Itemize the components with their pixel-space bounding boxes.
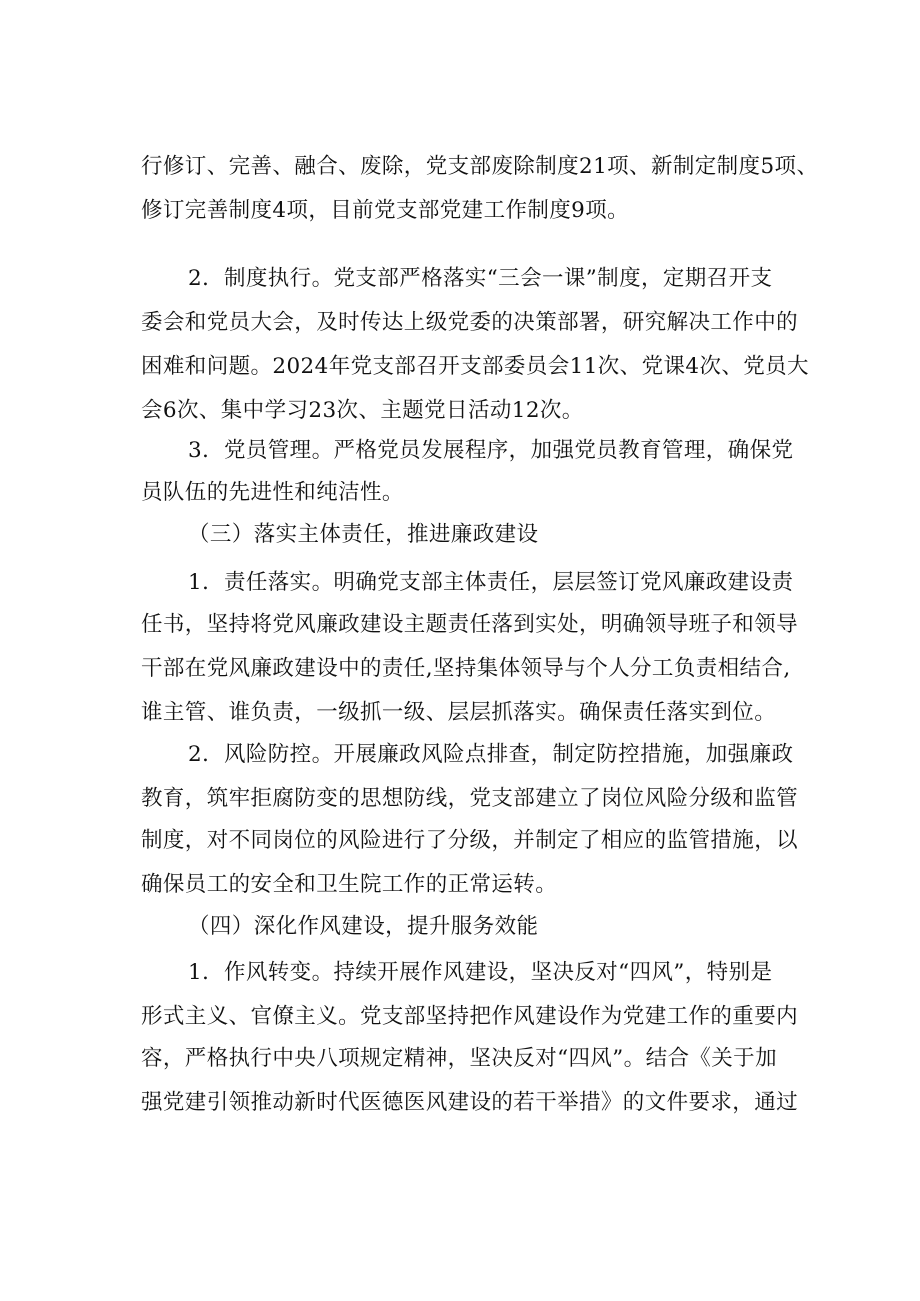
paragraph-line: 干部在党风廉政建设中的责任,坚持集体领导与个人分工负责相结合,	[141, 656, 791, 681]
paragraph-line: 确保员工的安全和卫生院工作的正常运转。	[141, 872, 558, 897]
paragraph-line: 1．作风转变。持续开展作风建设，坚决反对“四风”，特别是	[188, 960, 773, 985]
section-heading: （四）深化作风建设，提升服务效能	[188, 914, 539, 939]
paragraph-line: 教育，筑牢拒腐防变的思想防线，党支部建立了岗位风险分级和监管	[141, 786, 799, 811]
paragraph-line: 2．风险防控。开展廉政风险点排查，制定防控措施，加强廉政	[188, 742, 794, 767]
paragraph-line: 容，严格执行中央八项规定精神，坚决反对“四风”。结合《关于加	[141, 1046, 777, 1071]
paragraph-line: 任书，坚持将党风廉政建设主题责任落到实处，明确领导班子和领导	[141, 612, 799, 637]
paragraph-line: 1．责任落实。明确党支部主体责任，层层签订党风廉政建设责	[188, 570, 794, 595]
paragraph-line: 会6次、集中学习23次、主题党日活动12次。	[141, 398, 584, 423]
paragraph-line: 强党建引领推动新时代医德医风建设的若干举措》的文件要求，通过	[141, 1090, 799, 1115]
paragraph-line: 制度，对不同岗位的风险进行了分级，并制定了相应的监管措施，以	[141, 828, 799, 853]
paragraph-line: 困难和问题。2024年党支部召开支部委员会11次、党课4次、党员大	[141, 354, 809, 379]
paragraph-line: 委会和党员大会，及时传达上级党委的决策部署，研究解决工作中的	[141, 310, 799, 335]
paragraph-line: 形式主义、官僚主义。党支部坚持把作风建设作为党建工作的重要内	[141, 1004, 799, 1029]
paragraph-line: 2．制度执行。党支部严格落实“三会一课”制度，定期召开支	[188, 266, 773, 291]
section-heading: （三）落实主体责任，推进廉政建设	[188, 522, 539, 547]
paragraph-line: 修订完善制度4项，目前党支部党建工作制度9项。	[141, 198, 630, 223]
paragraph-line: 谁主管、谁负责，一级抓一级、层层抓落实。确保责任落实到位。	[141, 700, 777, 725]
paragraph-line: 员队伍的先进性和纯洁性。	[141, 480, 404, 505]
paragraph-line: 行修订、完善、融合、废除，党支部废除制度21项、新制定制度5项、	[141, 154, 819, 179]
paragraph-line: 3．党员管理。严格党员发展程序，加强党员教育管理，确保党	[188, 438, 794, 463]
